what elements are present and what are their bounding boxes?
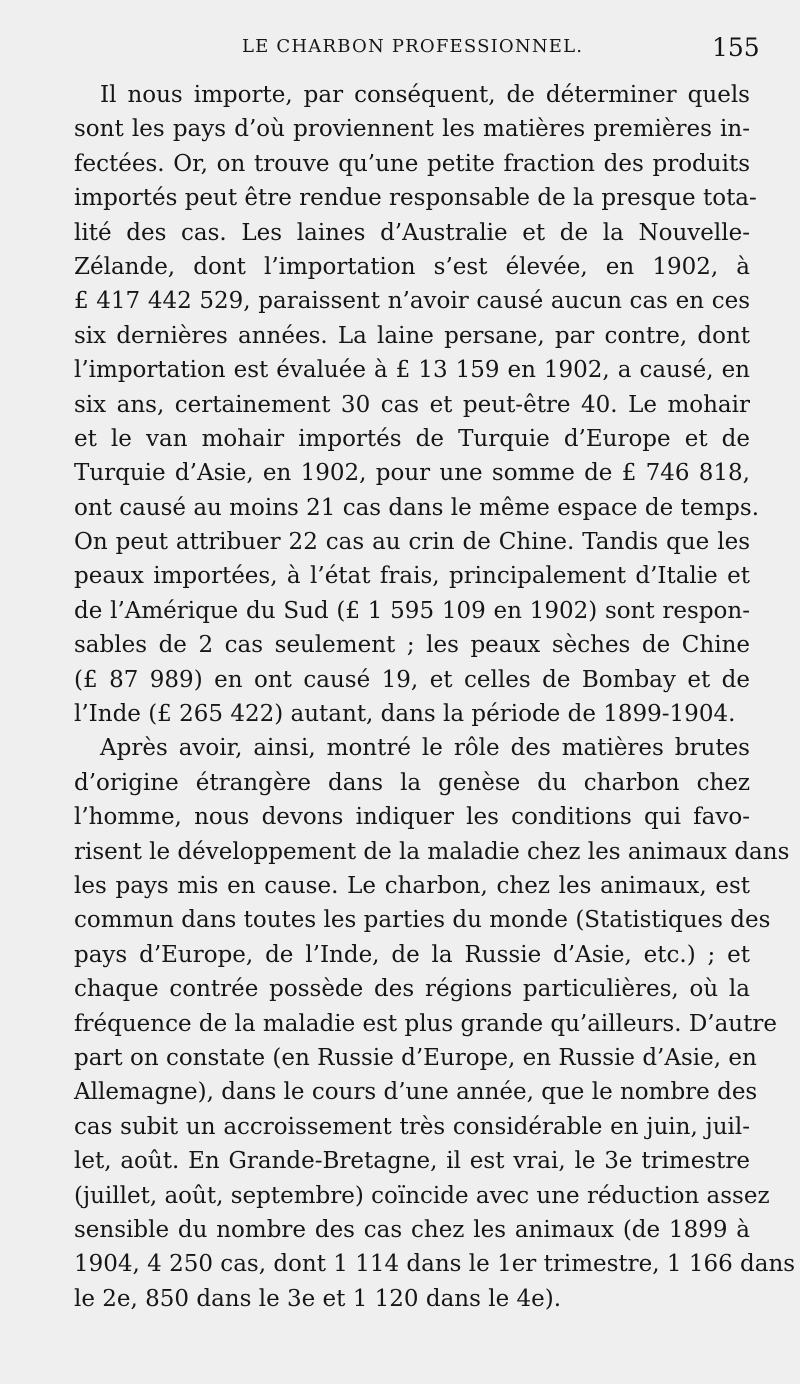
text-line: six ans, certainement 30 cas et peut-être 40. Le mohair bbox=[74, 391, 750, 418]
page-header bbox=[0, 33, 800, 70]
text-line: £ 417 442 529, paraissent n’avoir causé aucun cas en ces bbox=[74, 288, 750, 315]
text-line: fréquence de la maladie est plus grande qu’ailleurs. D’autre bbox=[74, 1010, 777, 1037]
text-line: Allemagne), dans le cours d’une année, que le nombre des bbox=[74, 1079, 758, 1106]
text-line: Il nous importe, par conséquent, de déterminer quels bbox=[100, 82, 750, 108]
text-line: et le van mohair importés de Turquie d’Europe et de bbox=[74, 425, 750, 452]
text-line: cas subit un accroissement très considérable en juin, juil- bbox=[74, 1113, 750, 1140]
page-number: 155 bbox=[712, 33, 760, 62]
text-line: l’importation est évaluée à £ 13 159 en 1902, a causé, en bbox=[74, 357, 750, 384]
text-line: fectées. Or, on trouve qu’une petite fraction des produits bbox=[74, 150, 750, 177]
paragraph-1 bbox=[74, 78, 760, 731]
text-line: sensible du nombre des cas chez les animaux (de 1899 à bbox=[74, 1216, 750, 1243]
page-body bbox=[74, 78, 796, 1316]
text-line: let, août. En Grande-Bretagne, il est vrai, le 3e trimestre bbox=[74, 1148, 750, 1175]
paragraph-2 bbox=[74, 731, 796, 1316]
text-line: commun dans toutes les parties du monde (Statistiques des bbox=[74, 907, 771, 934]
text-line: On peut attribuer 22 cas au crin de Chine. Tandis que les bbox=[74, 529, 750, 556]
text-line: sont les pays d’où proviennent les matières premières in- bbox=[74, 116, 750, 143]
text-line: importés peut être rendue responsable de la presque tota- bbox=[74, 185, 757, 212]
text-line: six dernières années. La laine persane, par contre, dont bbox=[74, 322, 750, 349]
text-line: Zélande, dont l’importation s’est élevée, en 1902, à bbox=[74, 253, 750, 280]
text-line: Turquie d’Asie, en 1902, pour une somme de £ 746 818, bbox=[74, 460, 750, 487]
text-line: (£ 87 989) en ont causé 19, et celles de Bombay et de bbox=[74, 666, 750, 693]
text-line: risent le développement de la maladie chez les animaux dans bbox=[74, 838, 790, 865]
text-line: lité des cas. Les laines d’Australie et de la Nouvelle- bbox=[74, 219, 750, 246]
text-line: Après avoir, ainsi, montré le rôle des matières brutes bbox=[100, 735, 750, 762]
text-line: l’homme, nous devons indiquer les conditions qui favo- bbox=[74, 804, 750, 831]
text-line: peaux importées, à l’état frais, principalement d’Italie et bbox=[74, 563, 750, 590]
text-line: 1904, 4 250 cas, dont 1 114 dans le 1er trimestre, 1 166 dans bbox=[74, 1251, 796, 1278]
text-line: chaque contrée possède des régions particulières, où la bbox=[74, 976, 750, 1003]
text-line: les pays mis en cause. Le charbon, chez les animaux, est bbox=[74, 872, 750, 899]
running-title: LE CHARBON PROFESSIONNEL. bbox=[242, 36, 584, 57]
text-line: pays d’Europe, de l’Inde, de la Russie d’Asie, etc.) ; et bbox=[74, 941, 750, 968]
text-line: ont causé au moins 21 cas dans le même espace de temps. bbox=[74, 494, 760, 521]
text-line: le 2e, 850 dans le 3e et 1 120 dans le 4e). bbox=[74, 1285, 562, 1312]
text-line: sables de 2 cas seulement ; les peaux sèches de Chine bbox=[74, 632, 750, 659]
text-line: part on constate (en Russie d’Europe, en Russie d’Asie, en bbox=[74, 1044, 757, 1071]
text-line: d’origine étrangère dans la genèse du charbon chez bbox=[74, 769, 750, 796]
text-line: (juillet, août, septembre) coïncide avec une réduction assez bbox=[74, 1182, 770, 1209]
text-line: l’Inde (£ 265 422) autant, dans la période de 1899-1904. bbox=[74, 701, 736, 728]
text-line: de l’Amérique du Sud (£ 1 595 109 en 1902) sont respon- bbox=[74, 597, 750, 624]
